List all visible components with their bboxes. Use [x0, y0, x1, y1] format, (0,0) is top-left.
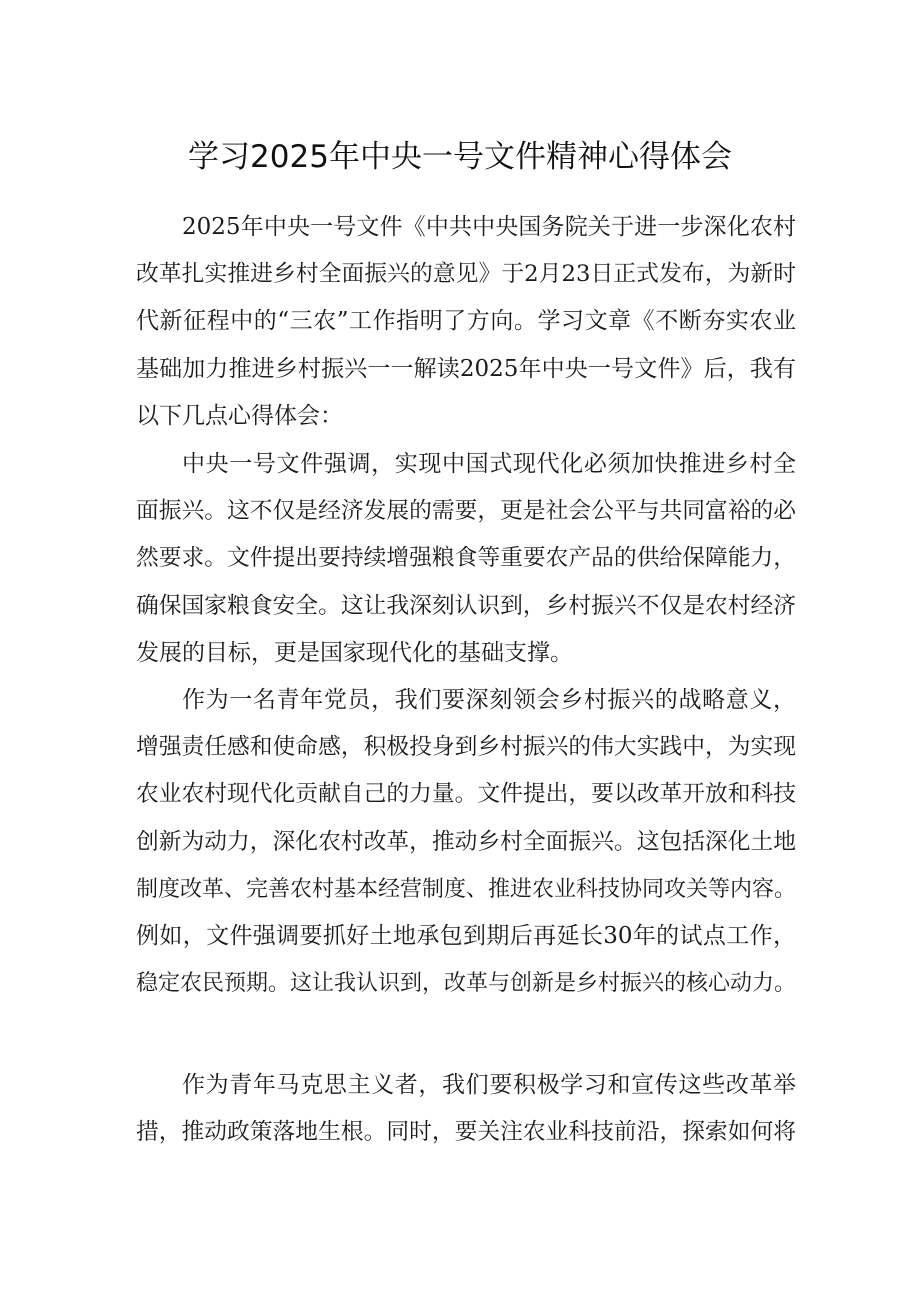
paragraph-line: 农业农村现代化贡献自己的力量。文件提出，要以改革开放和科技	[136, 781, 796, 808]
paragraph-line: 制度改革、完善农村基本经营制度、推进农业科技协同攻关等内容。	[136, 876, 797, 902]
document-title: 学习2025年中央一号文件精神心得体会	[188, 138, 732, 175]
paragraph-line: 基础加力推进乡村振兴一一解读2025年中央一号文件》后，我有	[136, 355, 796, 382]
paragraph-line: 作为一名青年党员，我们要深刻领会乡村振兴的战略意义，	[182, 687, 796, 713]
paragraph-line: 面振兴。这不仅是经济发展的需要，更是社会公平与共同富裕的必	[136, 498, 796, 525]
paragraph-line: 作为青年马克思主义者，我们要积极学习和宣传这些改革举	[182, 1072, 796, 1098]
paragraph-line: 改革扎实推进乡村全面振兴的意见》于2月23日正式发布，为新时	[136, 261, 796, 288]
paragraph-3	[136, 677, 796, 1007]
paragraph-2	[136, 441, 796, 677]
paragraph-line: 增强责任感和使命感，积极投身到乡村振兴的伟大实践中，为实现	[136, 734, 796, 761]
paragraph-line: 例如，文件强调要抓好土地承包到期后再延长30年的试点工作，	[136, 922, 796, 949]
paragraph-line: 创新为动力，深化农村改革，推动乡村全面振兴。这包括深化土地	[136, 828, 796, 855]
paragraph-line: 中央一号文件强调，实现中国式现代化必须加快推进乡村全	[182, 451, 796, 477]
paragraph-1	[136, 204, 796, 440]
paragraph-line: 发展的目标，更是国家现代化的基础支撑。	[136, 639, 573, 666]
paragraph-4	[136, 1062, 796, 1156]
paragraph-line: 以下几点心得体会：	[136, 402, 343, 429]
paragraph-line: 然要求。文件提出要持续增强粮食等重要农产品的供给保障能力，	[136, 545, 796, 572]
paragraph-line: 确保国家粮食安全。这让我深刻认识到，乡村振兴不仅是农村经济	[136, 592, 796, 619]
paragraph-line: 措，推动政策落地生根。同时，要关注农业科技前沿，探索如何将	[136, 1119, 796, 1146]
paragraph-line: 2025年中央一号文件《中共中央国务院关于进一步深化农村	[182, 214, 796, 240]
paragraph-line: 代新征程中的“三农”工作指明了方向。学习文章《不断夯实农业	[136, 308, 796, 335]
paragraph-line: 稳定农民预期。这让我认识到，改革与创新是乡村振兴的核心动力。	[136, 971, 797, 997]
